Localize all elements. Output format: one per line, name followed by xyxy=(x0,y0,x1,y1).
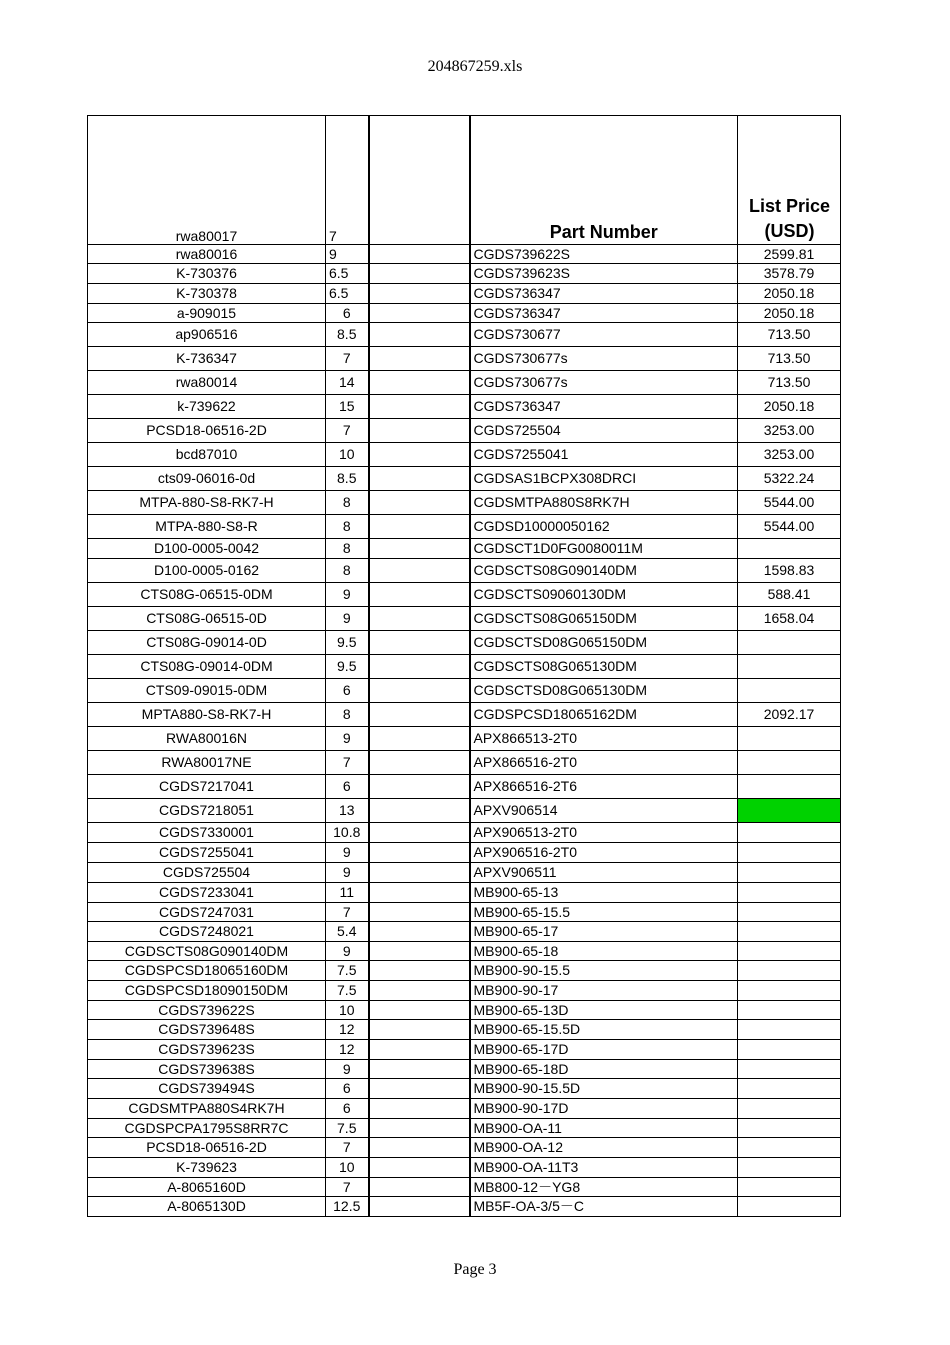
cell-c2[interactable]: 10.8 xyxy=(326,823,369,843)
cell-c2[interactable]: 6.5 xyxy=(326,284,369,304)
cell-c3[interactable] xyxy=(369,607,470,631)
table-row xyxy=(88,264,841,284)
cell-c4[interactable]: MB900-OA-11T3 xyxy=(470,1158,738,1178)
table-row xyxy=(88,1020,841,1040)
table-row xyxy=(88,942,841,961)
table-row xyxy=(88,347,841,371)
table-row xyxy=(88,559,841,583)
table-row xyxy=(88,1001,841,1020)
cell-c1[interactable]: CGDS7247031 xyxy=(88,903,326,922)
cell-c4[interactable]: CGDS736347 xyxy=(470,284,738,304)
cell-c5[interactable] xyxy=(738,1099,841,1119)
cell-c1[interactable]: MTPA-880-S8-RK7-H xyxy=(88,491,326,515)
cell-c3[interactable] xyxy=(369,304,470,323)
cell-c3[interactable] xyxy=(369,539,470,559)
cell-c4[interactable]: MB900-65-17 xyxy=(470,922,738,942)
cell-c3[interactable] xyxy=(369,922,470,942)
cell-c3[interactable] xyxy=(369,1020,470,1040)
table-row xyxy=(88,799,841,823)
cell-c5[interactable] xyxy=(738,1001,841,1020)
cell-c1[interactable]: ap906516 xyxy=(88,323,326,347)
cell-c2[interactable]: 7.5 xyxy=(326,981,369,1001)
cell-c2[interactable]: 8.5 xyxy=(326,323,369,347)
cell-c2[interactable]: 10 xyxy=(326,1158,369,1178)
cell-c4[interactable]: APX906516-2T0 xyxy=(470,843,738,863)
cell-c3[interactable] xyxy=(369,981,470,1001)
cell-c4[interactable]: CGDSCTS08G090140DM xyxy=(470,559,738,583)
cell-c1[interactable]: MPTA880-S8-RK7-H xyxy=(88,703,326,727)
cell-c1[interactable]: CGDS7233041 xyxy=(88,883,326,903)
cell-c4[interactable]: CGDS739623S xyxy=(470,264,738,284)
cell-c3[interactable] xyxy=(369,1119,470,1138)
cell-c1[interactable]: CGDSPCSD18090150DM xyxy=(88,981,326,1001)
cell-c4[interactable]: CGDSCTS08G065130DM xyxy=(470,655,738,679)
cell-c2[interactable]: 9.5 xyxy=(326,655,369,679)
cell-c5[interactable]: 588.41 xyxy=(738,583,841,607)
cell-c2[interactable]: 7 xyxy=(326,347,369,371)
header-list-price[interactable]: List Price(USD) xyxy=(738,116,841,245)
cell-c2[interactable]: 8 xyxy=(326,703,369,727)
cell-c2[interactable]: 10 xyxy=(326,1001,369,1020)
cell-c2[interactable]: 7 xyxy=(326,1138,369,1158)
table-row xyxy=(88,1040,841,1060)
cell-c2[interactable]: 13 xyxy=(326,799,369,823)
cell-c4[interactable]: CGDS730677s xyxy=(470,371,738,395)
cell-c5[interactable] xyxy=(738,539,841,559)
cell-c4[interactable]: APX866513-2T0 xyxy=(470,727,738,751)
cell-c4[interactable]: MB900-65-13D xyxy=(470,1001,738,1020)
cell-c3[interactable] xyxy=(369,395,470,419)
cell-c2[interactable]: 14 xyxy=(326,371,369,395)
cell-c4[interactable]: CGDSCTS09060130DM xyxy=(470,583,738,607)
table-row xyxy=(88,395,841,419)
cell-c5[interactable] xyxy=(738,883,841,903)
cell-c4[interactable]: MB900-OA-11 xyxy=(470,1119,738,1138)
cell-c3[interactable] xyxy=(369,775,470,799)
table-row xyxy=(88,863,841,883)
table-row xyxy=(88,284,841,304)
cell-c5[interactable]: 3253.00 xyxy=(738,419,841,443)
cell-c5[interactable] xyxy=(738,655,841,679)
cell-c5[interactable] xyxy=(738,981,841,1001)
cell-c4[interactable]: MB900-65-15.5 xyxy=(470,903,738,922)
cell-c4[interactable]: CGDS730677s xyxy=(470,347,738,371)
table-row xyxy=(88,631,841,655)
cell-c4[interactable]: MB900-65-13 xyxy=(470,883,738,903)
table-row xyxy=(88,1197,841,1217)
cell-c1[interactable]: cts09-06016-0d xyxy=(88,467,326,491)
table-row xyxy=(88,371,841,395)
page-footer-page-number: Page 3 xyxy=(453,1261,497,1278)
cell-c3[interactable] xyxy=(369,1138,470,1158)
cell-c1[interactable]: CGDS739638S xyxy=(88,1060,326,1079)
cell-c2[interactable]: 12.5 xyxy=(326,1197,369,1217)
cell-c4[interactable]: CGDSAS1BCPX308DRCI xyxy=(470,467,738,491)
table-row xyxy=(88,1060,841,1079)
cell-c1[interactable]: CGDS739622S xyxy=(88,1001,326,1020)
cell-c3[interactable] xyxy=(369,823,470,843)
table-row xyxy=(88,467,841,491)
cell-c2[interactable]: 8 xyxy=(326,515,369,539)
cell-c4[interactable]: CGDS739622S xyxy=(470,245,738,264)
cell-c1[interactable]: CGDS7217041 xyxy=(88,775,326,799)
cell-c2[interactable]: 7.5 xyxy=(326,1119,369,1138)
cell-c2[interactable]: 6 xyxy=(326,775,369,799)
table-row xyxy=(88,775,841,799)
table-row xyxy=(88,1138,841,1158)
header-cell-col1[interactable]: rwa80017 xyxy=(88,116,326,245)
cell-c1[interactable]: MTPA-880-S8-R xyxy=(88,515,326,539)
table-row xyxy=(88,1158,841,1178)
cell-c2[interactable]: 7 xyxy=(326,903,369,922)
table-row xyxy=(88,515,841,539)
cell-c3[interactable] xyxy=(369,751,470,775)
cell-c4[interactable]: MB900-90-17D xyxy=(470,1099,738,1119)
cell-c2[interactable]: 9 xyxy=(326,607,369,631)
cell-c2[interactable]: 9 xyxy=(326,583,369,607)
cell-c1[interactable]: CGDS7255041 xyxy=(88,843,326,863)
cell-c3[interactable] xyxy=(369,515,470,539)
cell-c3[interactable] xyxy=(369,903,470,922)
cell-c4[interactable]: APXV906511 xyxy=(470,863,738,883)
cell-c1[interactable]: D100-0005-0162 xyxy=(88,559,326,583)
cell-c5[interactable] xyxy=(738,751,841,775)
cell-c1[interactable]: CTS08G-06515-0D xyxy=(88,607,326,631)
cell-c4[interactable]: CGDSD10000050162 xyxy=(470,515,738,539)
cell-c2[interactable]: 8 xyxy=(326,559,369,583)
cell-c1[interactable]: PCSD18-06516-2D xyxy=(88,1138,326,1158)
cell-c4[interactable]: APX866516-2T0 xyxy=(470,751,738,775)
cell-c4[interactable]: MB900-65-18 xyxy=(470,942,738,961)
table-row xyxy=(88,419,841,443)
cell-c3[interactable] xyxy=(369,491,470,515)
cell-c2[interactable]: 6 xyxy=(326,679,369,703)
cell-c2[interactable]: 12 xyxy=(326,1040,369,1060)
cell-c5[interactable]: 1598.83 xyxy=(738,559,841,583)
cell-c5[interactable]: 713.50 xyxy=(738,323,841,347)
table-row xyxy=(88,1119,841,1138)
cell-c3[interactable] xyxy=(369,961,470,981)
table-row xyxy=(88,583,841,607)
cell-c3[interactable] xyxy=(369,419,470,443)
header-cell-col2[interactable]: 7 xyxy=(326,116,369,245)
cell-c2[interactable]: 9 xyxy=(326,843,369,863)
cell-c3[interactable] xyxy=(369,727,470,751)
cell-c5[interactable] xyxy=(738,799,841,823)
table-row xyxy=(88,843,841,863)
cell-c2[interactable]: 15 xyxy=(326,395,369,419)
header-part-number[interactable]: Part Number xyxy=(470,116,738,245)
header-row xyxy=(88,116,841,245)
cell-c2[interactable]: 5.4 xyxy=(326,922,369,942)
cell-c3[interactable] xyxy=(369,655,470,679)
cell-c5[interactable] xyxy=(738,631,841,655)
cell-c3[interactable] xyxy=(369,1178,470,1197)
cell-c1[interactable]: A-8065160D xyxy=(88,1178,326,1197)
table-row xyxy=(88,883,841,903)
table-row xyxy=(88,679,841,703)
cell-c5[interactable]: 713.50 xyxy=(738,347,841,371)
cell-c4[interactable]: CGDSCTSD08G065150DM xyxy=(470,631,738,655)
cell-c1[interactable]: CTS08G-09014-0DM xyxy=(88,655,326,679)
cell-c1[interactable]: bcd87010 xyxy=(88,443,326,467)
cell-c3[interactable] xyxy=(369,1197,470,1217)
cell-c1[interactable]: CTS09-09015-0DM xyxy=(88,679,326,703)
table-row xyxy=(88,823,841,843)
cell-c3[interactable] xyxy=(369,843,470,863)
table-row xyxy=(88,491,841,515)
cell-c4[interactable]: CGDSCT1D0FG0080011M xyxy=(470,539,738,559)
table-row xyxy=(88,922,841,942)
cell-c2[interactable]: 12 xyxy=(326,1020,369,1040)
table-row xyxy=(88,981,841,1001)
cell-c1[interactable]: a-909015 xyxy=(88,304,326,323)
cell-c2[interactable]: 6 xyxy=(326,1099,369,1119)
spreadsheet-table xyxy=(87,115,841,1217)
cell-c1[interactable]: k-739622 xyxy=(88,395,326,419)
cell-c3[interactable] xyxy=(369,703,470,727)
cell-c3[interactable] xyxy=(369,245,470,264)
cell-c4[interactable]: MB900-90-17 xyxy=(470,981,738,1001)
cell-c1[interactable]: RWA80017NE xyxy=(88,751,326,775)
cell-c3[interactable] xyxy=(369,1001,470,1020)
cell-c1[interactable]: PCSD18-06516-2D xyxy=(88,419,326,443)
table-row xyxy=(88,703,841,727)
cell-c2[interactable]: 11 xyxy=(326,883,369,903)
cell-c3[interactable] xyxy=(369,284,470,304)
cell-c3[interactable] xyxy=(369,347,470,371)
cell-c5[interactable]: 2050.18 xyxy=(738,395,841,419)
cell-c2[interactable]: 9 xyxy=(326,245,369,264)
table-row xyxy=(88,1079,841,1099)
cell-c3[interactable] xyxy=(369,443,470,467)
cell-c2[interactable]: 9 xyxy=(326,727,369,751)
cell-c4[interactable]: MB5F-OA-3/5－C xyxy=(470,1197,738,1217)
cell-c4[interactable]: CGDS730677 xyxy=(470,323,738,347)
cell-c1[interactable]: CTS08G-09014-0D xyxy=(88,631,326,655)
table-row xyxy=(88,607,841,631)
cell-c2[interactable]: 6 xyxy=(326,1079,369,1099)
cell-c5[interactable]: 3578.79 xyxy=(738,264,841,284)
cell-c5[interactable]: 3253.00 xyxy=(738,443,841,467)
cell-c1[interactable]: CGDS7218051 xyxy=(88,799,326,823)
cell-c1[interactable]: CTS08G-06515-0DM xyxy=(88,583,326,607)
cell-c4[interactable]: MB900-65-15.5D xyxy=(470,1020,738,1040)
cell-c3[interactable] xyxy=(369,323,470,347)
cell-c5[interactable] xyxy=(738,1020,841,1040)
cell-c3[interactable] xyxy=(369,583,470,607)
cell-c1[interactable]: CGDS7248021 xyxy=(88,922,326,942)
cell-c3[interactable] xyxy=(369,467,470,491)
cell-c1[interactable]: CGDSPCPA1795S8RR7C xyxy=(88,1119,326,1138)
cell-c2[interactable]: 8 xyxy=(326,491,369,515)
cell-c2[interactable]: 9 xyxy=(326,863,369,883)
cell-c4[interactable]: CGDS7255041 xyxy=(470,443,738,467)
cell-c3[interactable] xyxy=(369,883,470,903)
cell-c1[interactable]: CGDSCTS08G090140DM xyxy=(88,942,326,961)
cell-c4[interactable]: CGDSMTPA880S8RK7H xyxy=(470,491,738,515)
table-row xyxy=(88,903,841,922)
cell-c5[interactable]: 2050.18 xyxy=(738,284,841,304)
cell-c5[interactable] xyxy=(738,961,841,981)
cell-c2[interactable]: 10 xyxy=(326,443,369,467)
cell-c1[interactable]: CGDS739648S xyxy=(88,1020,326,1040)
cell-c1[interactable]: CGDS7330001 xyxy=(88,823,326,843)
table-row xyxy=(88,304,841,323)
cell-c3[interactable] xyxy=(369,1158,470,1178)
table-row xyxy=(88,245,841,264)
cell-c5[interactable] xyxy=(738,823,841,843)
cell-c1[interactable]: rwa80014 xyxy=(88,371,326,395)
cell-c5[interactable] xyxy=(738,1178,841,1197)
cell-c5[interactable] xyxy=(738,922,841,942)
cell-c1[interactable]: CGDS739623S xyxy=(88,1040,326,1060)
cell-c4[interactable]: CGDSCTS08G065150DM xyxy=(470,607,738,631)
cell-c2[interactable]: 7.5 xyxy=(326,961,369,981)
cell-c2[interactable]: 9.5 xyxy=(326,631,369,655)
cell-c4[interactable]: CGDS736347 xyxy=(470,395,738,419)
cell-c5[interactable]: 2599.81 xyxy=(738,245,841,264)
cell-c2[interactable]: 7 xyxy=(326,1178,369,1197)
cell-c4[interactable]: MB900-90-15.5 xyxy=(470,961,738,981)
table-row xyxy=(88,539,841,559)
cell-c2[interactable]: 7 xyxy=(326,419,369,443)
table-row xyxy=(88,443,841,467)
cell-c3[interactable] xyxy=(369,264,470,284)
cell-c5[interactable] xyxy=(738,679,841,703)
cell-c4[interactable]: MB900-OA-12 xyxy=(470,1138,738,1158)
cell-c5[interactable] xyxy=(738,942,841,961)
cell-c5[interactable] xyxy=(738,1119,841,1138)
table-row xyxy=(88,751,841,775)
cell-c5[interactable] xyxy=(738,903,841,922)
cell-c4[interactable]: MB900-65-17D xyxy=(470,1040,738,1060)
cell-c4[interactable]: MB900-65-18D xyxy=(470,1060,738,1079)
cell-c1[interactable]: CGDSPCSD18065160DM xyxy=(88,961,326,981)
cell-c2[interactable]: 7 xyxy=(326,751,369,775)
cell-c2[interactable]: 6.5 xyxy=(326,264,369,284)
cell-c5[interactable] xyxy=(738,863,841,883)
cell-c4[interactable]: APX906513-2T0 xyxy=(470,823,738,843)
cell-c3[interactable] xyxy=(369,1040,470,1060)
cell-c1[interactable]: CGDSMTPA880S4RK7H xyxy=(88,1099,326,1119)
cell-c1[interactable]: A-8065130D xyxy=(88,1197,326,1217)
cell-c4[interactable]: CGDSPCSD18065162DM xyxy=(470,703,738,727)
cell-c1[interactable]: K-730376 xyxy=(88,264,326,284)
cell-c5[interactable] xyxy=(738,775,841,799)
cell-c2[interactable]: 9 xyxy=(326,942,369,961)
cell-c5[interactable]: 2092.17 xyxy=(738,703,841,727)
cell-c5[interactable] xyxy=(738,843,841,863)
cell-c2[interactable]: 6 xyxy=(326,304,369,323)
cell-c3[interactable] xyxy=(369,631,470,655)
cell-c1[interactable]: K-739623 xyxy=(88,1158,326,1178)
cell-c4[interactable]: CGDS736347 xyxy=(470,304,738,323)
cell-c4[interactable]: CGDS725504 xyxy=(470,419,738,443)
cell-c2[interactable]: 9 xyxy=(326,1060,369,1079)
cell-c4[interactable]: MB800-12－YG8 xyxy=(470,1178,738,1197)
cell-c5[interactable]: 5544.00 xyxy=(738,491,841,515)
cell-c1[interactable]: K-736347 xyxy=(88,347,326,371)
cell-c5[interactable]: 5322.24 xyxy=(738,467,841,491)
cell-c4[interactable]: APXV906514 xyxy=(470,799,738,823)
cell-c5[interactable]: 713.50 xyxy=(738,371,841,395)
table-row xyxy=(88,323,841,347)
cell-c5[interactable] xyxy=(738,1138,841,1158)
cell-c5[interactable] xyxy=(738,1197,841,1217)
cell-c1[interactable]: RWA80016N xyxy=(88,727,326,751)
cell-c3[interactable] xyxy=(369,1099,470,1119)
cell-c3[interactable] xyxy=(369,679,470,703)
cell-c5[interactable]: 2050.18 xyxy=(738,304,841,323)
cell-c5[interactable] xyxy=(738,1040,841,1060)
cell-c4[interactable]: CGDSCTSD08G065130DM xyxy=(470,679,738,703)
table-row xyxy=(88,1178,841,1197)
cell-c4[interactable]: APX866516-2T6 xyxy=(470,775,738,799)
cell-c3[interactable] xyxy=(369,371,470,395)
cell-c3[interactable] xyxy=(369,1060,470,1079)
table-row xyxy=(88,655,841,679)
cell-c5[interactable] xyxy=(738,1060,841,1079)
table-row xyxy=(88,961,841,981)
cell-c1[interactable]: K-730378 xyxy=(88,284,326,304)
cell-c1[interactable]: rwa80016 xyxy=(88,245,326,264)
cell-c3[interactable] xyxy=(369,1079,470,1099)
cell-c3[interactable] xyxy=(369,559,470,583)
cell-c3[interactable] xyxy=(369,942,470,961)
cell-c4[interactable]: MB900-90-15.5D xyxy=(470,1079,738,1099)
cell-c2[interactable]: 8 xyxy=(326,539,369,559)
cell-c3[interactable] xyxy=(369,799,470,823)
header-cell-col3[interactable] xyxy=(369,116,470,245)
cell-c5[interactable] xyxy=(738,727,841,751)
cell-c1[interactable]: D100-0005-0042 xyxy=(88,539,326,559)
cell-c5[interactable]: 5544.00 xyxy=(738,515,841,539)
cell-c5[interactable] xyxy=(738,1158,841,1178)
table-row xyxy=(88,1099,841,1119)
table-row xyxy=(88,727,841,751)
cell-c1[interactable]: CGDS725504 xyxy=(88,863,326,883)
cell-c5[interactable] xyxy=(738,1079,841,1099)
cell-c3[interactable] xyxy=(369,863,470,883)
cell-c1[interactable]: CGDS739494S xyxy=(88,1079,326,1099)
cell-c5[interactable]: 1658.04 xyxy=(738,607,841,631)
cell-c2[interactable]: 8.5 xyxy=(326,467,369,491)
page-header-filename: 204867259.xls xyxy=(427,58,523,75)
